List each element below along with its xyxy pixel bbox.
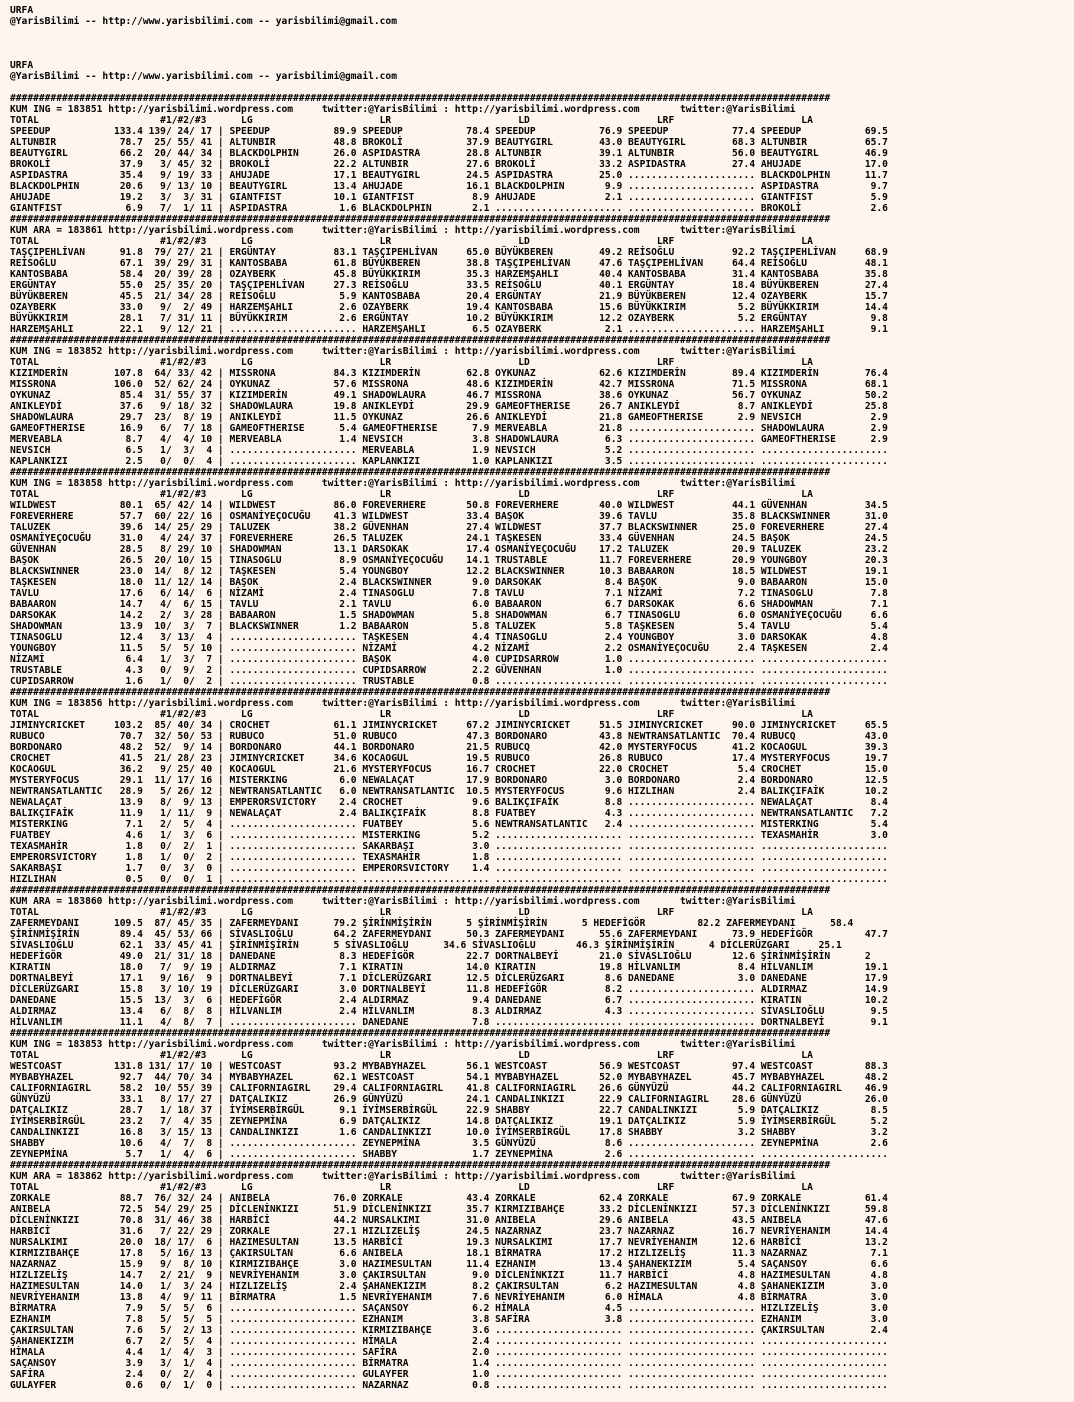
text-line: EZHANIM 7.8 5/ 5/ 5 | ...................... EZHANIM 3.8 SAFİRA 3.8 ...................... EZHANIM 3.0 [10, 1314, 888, 1325]
text-line: ALTUNBIR 78.7 25/ 55/ 41 | ALTUNBIR 48.8 BROKOLİ 37.9 BEAUTYGIRL 43.0 BEAUTYGIRL 68.3 ALTUNBIR 65.7 [10, 137, 888, 148]
text-line: NEWTRANSATLANTIC 28.9 5/ 26/ 12 | NEWTRANSATLANTIC 6.0 NEWTRANSATLANTIC 10.5 MYSTERYFOCUS 9.6 HIZLIHAN 2.4 BALIKÇIFAİK 10.2 [10, 786, 888, 797]
text-line: HİMALA 4.4 1/ 4/ 3 | ...................... SAFİRA 2.0 ...................... ...................... ...................... [10, 1347, 888, 1358]
text-line: TALUZEK 39.6 14/ 25/ 29 | TALUZEK 38.2 GÜVENHAN 27.4 WILDWEST 37.7 BLACKSWINNER 25.0 FOREVERHERE 27.4 [10, 522, 888, 533]
text-line: NURSALKIMI 20.0 18/ 17/ 6 | HAZIMESULTAN 13.5 HARBİCİ 19.3 NURSALKIMI 17.7 NEVRİYEHANIM 12.6 HARBİCİ 13.2 [10, 1237, 888, 1248]
text-line: TOTAL #1/#2/#3 LG LR LD LRF LA [10, 357, 813, 368]
text-line: NEVSICH 6.5 1/ 3/ 4 | ...................... MERVEABLA 1.9 NEVSICH 5.2 ...................... ...................... [10, 445, 888, 456]
text-line: KUM ARA = 183860 http://yarisbilimi.wordpress.com twitter:@YarisBilimi : http://yarisbilimi.wordpress.com twitter:@YarisBilimi [10, 896, 796, 907]
text-line: DATÇALIKIZ 28.7 1/ 18/ 37 | İYİMSERBİRGÜL 9.1 İYİMSERBİRGÜL 22.9 SHABBY 22.7 CANDALINKIZI 5.9 DATÇALIKIZ 8.5 [10, 1105, 888, 1116]
text-line: EMPERORSVICTORY 1.8 1/ 0/ 2 | ...................... TEXASMAHİR 1.8 ...................... ...................... ...................... [10, 852, 888, 863]
text-line: TOTAL #1/#2/#3 LG LR LD LRF LA [10, 236, 813, 247]
text-line: REİSOĞLU 67.1 39/ 29/ 31 | KANTOSBABA 61.8 BÜYÜKBEREN 38.8 TAŞÇIPEHLİVAN 47.6 TAŞÇIPEHLİVAN 64.4 REİSOĞLU 48.1 [10, 258, 888, 269]
text-line: NEWALAÇAT 13.9 8/ 9/ 13 | EMPERORSVICTORY 2.4 CROCHET 9.6 BALIKÇIFAİK 8.8 ...................... NEWALAÇAT 8.4 [10, 797, 888, 808]
text-line: MYSTERYFOCUS 29.1 11/ 17/ 16 | MISTERKING 6.0 NEWALAÇAT 17.9 BORDONARO 3.0 BORDONARO 2.4 BORDONARO 12.5 [10, 775, 888, 786]
text-line: HIZLIHAN 0.5 0/ 0/ 1 | ...................... ...................... ...................... ...................... ...................... [10, 874, 888, 885]
text-line: BÜYÜKBEREN 45.5 21/ 34/ 28 | REİSOĞLU 5.9 KANTOSBABA 20.4 ERGÜNTAY 21.9 BÜYÜKBEREN 12.4 OZAYBERK 15.7 [10, 291, 888, 302]
text-line: TOTAL #1/#2/#3 LG LR LD LRF LA [10, 1182, 813, 1193]
text-line: FOREVERHERE 57.7 60/ 22/ 16 | OSMANİYEÇOCUĞU 41.3 WILDWEST 33.4 BAŞOK 39.6 TAVLU 35.8 BLACKSWINNER 31.0 [10, 511, 888, 522]
text-line: TOTAL #1/#2/#3 LG LR LD LRF LA [10, 115, 813, 126]
text-line: TOTAL #1/#2/#3 LG LR LD LRF LA [10, 1050, 813, 1061]
text-line: MISTERKING 7.1 2/ 5/ 4 | ...................... FUATBEY 5.6 NEWTRANSATLANTIC 2.4 ...................... MISTERKING 5.4 [10, 819, 888, 830]
text-line: TEXASMAHİR 1.8 0/ 2/ 1 | ...................... SAKARBAŞI 3.0 ...................... ...................... ...................... [10, 841, 888, 852]
text-line: SHADOWLAURA 29.7 23/ 8/ 19 | ANIKLEYDİ 11.5 OYKUNAZ 26.6 ANIKLEYDİ 21.8 GAMEOFTHERISE 2.9 NEVSICH 2.9 [10, 412, 888, 423]
text-line: HEDEFİGÖR 49.0 21/ 31/ 18 | DANEDANE 8.3 HEDEFİGÖR 22.7 DORTNALBEYİ 21.0 SİVASLIOĞLU 12.6 ŞİRİNMİŞİRİN 2 [10, 951, 871, 962]
text-line: ZEYNEPMİNA 5.7 1/ 4/ 6 | ...................... SHABBY 1.7 ZEYNEPMİNA 2.6 ...................... ...................... [10, 1149, 888, 1160]
text-line: ASPIDASTRA 35.4 9/ 19/ 33 | AHUJADE 17.1 BEAUTYGIRL 24.5 ASPIDASTRA 25.0 ...................... BLACKDOLPHIN 11.7 [10, 170, 888, 181]
text-line: DARSOKAK 14.2 2/ 3/ 28 | BABAARON 1.5 SHADOWMAN 5.8 SHADOWMAN 6.7 TINASOGLU 6.0 OSMANİYEÇOCUĞU 6.6 [10, 610, 888, 621]
text-line: ŞAHANEKIZIM 6.7 2/ 5/ 4 | ...................... HİMALA 2.4 ...................... ...................... ...................... [10, 1336, 888, 1347]
text-line: URFA [10, 60, 34, 71]
text-line: WILDWEST 80.1 65/ 42/ 14 | WILDWEST 86.0 FOREVERHERE 50.8 FOREVERHERE 40.0 WILDWEST 44.1 GÜVENHAN 34.5 [10, 500, 888, 511]
text-line: @YarisBilimi -- http://www.yarisbilimi.com -- yarisbilimi@gmail.com [10, 16, 397, 27]
text-line: KIRMIZIBAHÇE 17.8 5/ 16/ 13 | ÇAKIRSULTAN 6.6 ANIBELA 18.1 BİRMATRA 17.2 HIZLIZELİŞ 11.3 NAZARNAZ 7.1 [10, 1248, 888, 1259]
text-line: GÜNYÜZÜ 33.1 8/ 17/ 27 | DATÇALIKIZ 26.9 GÜNYÜZÜ 24.1 CANDALINKIZI 22.9 CALIFORNIAGIRL 28.6 GÜNYÜZÜ 26.0 [10, 1094, 888, 1105]
text-line: BLACKSWINNER 23.0 14/ 8/ 12 | TAŞKESEN 5.4 YOUNGBOY 12.2 BLACKSWINNER 10.3 BABAARON 18.5 WILDWEST 19.1 [10, 566, 888, 577]
text-line: OSMANİYEÇOCUĞU 31.0 4/ 24/ 37 | FOREVERHERE 26.5 TALUZEK 24.1 TAŞKESEN 33.4 GÜVENHAN 24.5 BAŞOK 24.5 [10, 533, 888, 544]
text-line: OYKUNAZ 85.4 31/ 55/ 37 | KIZIMDERİN 49.1 SHADOWLAURA 46.7 MISSRONA 38.6 OYKUNAZ 56.7 OYKUNAZ 50.2 [10, 390, 888, 401]
text-line: DİCLENİNKIZI 70.8 31/ 46/ 38 | HARBİCİ 44.2 NURSALKIMI 31.0 ANIBELA 29.6 ANIBELA 43.5 ANIBELA 47.6 [10, 1215, 888, 1226]
text-line: ############################################################################################################################################## [10, 214, 831, 225]
text-line: KUM ING = 183851 http://yarisbilimi.wordpress.com twitter:@YarisBilimi : http://yarisbilimi.wordpress.com twitter:@YarisBilimi [10, 104, 796, 115]
text-line: MYBABYHAZEL 92.7 44/ 70/ 34 | MYBABYHAZEL 62.1 WESTCOAST 54.1 MYBABYHAZEL 52.0 MYBABYHAZEL 45.7 MYBABYHAZEL 48.2 [10, 1072, 888, 1083]
text-line: SHADOWMAN 13.9 10/ 3/ 7 | BLACKSWINNER 1.2 BABAARON 5.8 TALUZEK 5.8 TAŞKESEN 5.4 TAVLU 5.4 [10, 621, 888, 632]
text-line: CROCHET 41.5 21/ 28/ 23 | JIMINYCRICKET 34.6 KOCAOGUL 19.5 RUBUCO 26.8 RUBUCO 17.4 MYSTERYFOCUS 19.7 [10, 753, 888, 764]
text-line: BALIKÇIFAİK 11.9 1/ 11/ 9 | NEWALAÇAT 2.4 BALIKÇIFAİK 8.8 FUATBEY 4.3 ...................... NEWTRANSATLANTIC 7.2 [10, 808, 888, 819]
text-line: ############################################################################################################################################## [10, 335, 831, 346]
text-line: ANIBELA 72.5 54/ 29/ 25 | DİCLENİNKIZI 51.9 DİCLENİNKIZI 35.7 KIRMIZIBAHÇE 33.2 DİCLENİNKIZI 57.3 DİCLENİNKIZI 59.8 [10, 1204, 888, 1215]
text-line: MISSRONA 106.0 52/ 62/ 24 | OYKUNAZ 57.6 MISSRONA 48.6 KIZIMDERİN 42.7 MISSRONA 71.5 MISSRONA 68.1 [10, 379, 888, 390]
text-line: @YarisBilimi -- http://www.yarisbilimi.com -- yarisbilimi@gmail.com [10, 71, 397, 82]
text-line: BLACKDOLPHIN 20.6 9/ 13/ 10 | BEAUTYGIRL 13.4 AHUJADE 16.1 BLACKDOLPHIN 9.9 ...................... ASPIDASTRA 9.7 [10, 181, 888, 192]
text-line: BAŞOK 26.5 20/ 10/ 15 | TINASOGLU 8.9 OSMANİYEÇOCUĞU 14.1 TRUSTABLE 11.7 FOREVERHERE 20.9 YOUNGBOY 20.3 [10, 555, 888, 566]
text-line: ZORKALE 88.7 76/ 32/ 24 | ANIBELA 76.0 ZORKALE 43.4 ZORKALE 62.4 ZORKALE 67.9 ZORKALE 61.4 [10, 1193, 888, 1204]
text-line: ALDIRMAZ 13.4 6/ 8/ 8 | HİLVANLIM 2.4 HİLVANLIM 8.3 ALDIRMAZ 4.3 ...................... SİVASLIOĞLU 9.5 [10, 1006, 888, 1017]
text-line: ZAFERMEYDANI 109.5 87/ 45/ 35 | ZAFERMEYDANI 79.2 ŞİRİNMİŞİRİN 5 ŞİRİNMİŞİRİN 5 HEDEFİGÖR 82.2 ZAFERMEYDANI 58.4 [10, 918, 854, 929]
text-line: GAMEOFTHERISE 16.9 6/ 7/ 18 | GAMEOFTHERISE 5.4 GAMEOFTHERISE 7.9 MERVEABLA 21.8 ...................... SHADOWLAURA 2.9 [10, 423, 888, 434]
text-line: ############################################################################################################################################## [10, 93, 831, 104]
text-line [10, 82, 1074, 93]
text-line: CALIFORNIAGIRL 58.2 10/ 55/ 39 | CALIFORNIAGIRL 29.4 CALIFORNIAGIRL 41.8 CALIFORNIAGIRL 26.6 GÜNYÜZÜ 44.2 CALIFORNIAGIRL 46.9 [10, 1083, 888, 1094]
text-line: HAZIMESULTAN 14.0 1/ 3/ 24 | HIZLIZELİŞ 2.4 ŞAHANEKIZIM 8.2 ÇAKIRSULTAN 6.2 HAZIMESULTAN 4.8 ŞAHANEKIZIM 3.0 [10, 1281, 888, 1292]
text-line: KUM ING = 183853 http://yarisbilimi.wordpress.com twitter:@YarisBilimi : http://yarisbilimi.wordpress.com twitter:@YarisBilimi [10, 1039, 796, 1050]
text-line: HIZLIZELİŞ 14.7 2/ 21/ 9 | NEVRİYEHANIM 3.0 ÇAKIRSULTAN 9.0 DİCLENİNKIZI 11.7 HARBİCİ 4.8 HAZIMESULTAN 4.8 [10, 1270, 888, 1281]
text-line: BORDONARO 48.2 52/ 9/ 14 | BORDONARO 44.1 BORDONARO 21.5 RUBUCQ 42.0 MYSTERYFOCUS 41.2 KOCAOGUL 39.3 [10, 742, 888, 753]
text-line: MERVEABLA 8.7 4/ 4/ 10 | MERVEABLA 1.4 NEVSICH 3.8 SHADOWLAURA 6.3 ...................... GAMEOFTHERISE 2.9 [10, 434, 888, 445]
text-line: KUM ARA = 183861 http://yarisbilimi.wordpress.com twitter:@YarisBilimi : http://yarisbilimi.wordpress.com twitter:@YarisBilimi [10, 225, 796, 236]
text-line: TOTAL #1/#2/#3 LG LR LD LRF LA [10, 709, 813, 720]
text-line: ############################################################################################################################################## [10, 1160, 831, 1171]
text-line: ANIKLEYDİ 37.6 9/ 18/ 32 | SHADOWLAURA 19.8 ANIKLEYDİ 29.9 GAMEOFTHERISE 26.7 ANIKLEYDİ 8.7 ANIKLEYDİ 25.8 [10, 401, 888, 412]
text-line: NİZAMİ 6.4 1/ 3/ 7 | ...................... BAŞOK 4.0 CUPIDSARROW 1.0 ...................... ...................... [10, 654, 888, 665]
text-line: TAVLU 17.6 6/ 14/ 6 | NİZAMİ 2.4 TINASOGLU 7.8 TAVLU 7.1 NİZAMİ 7.2 TINASOGLU 7.8 [10, 588, 888, 599]
text-line: BİRMATRA 7.9 5/ 5/ 6 | ...................... SAÇANSOY 6.2 HİMALA 4.5 ...................... HIZLIZELİŞ 3.0 [10, 1303, 888, 1314]
text-line: SHABBY 10.6 4/ 7/ 8 | ...................... ZEYNEPMİNA 3.5 GÜNYÜZÜ 8.6 ...................... ZEYNEPMİNA 2.6 [10, 1138, 888, 1149]
text-line: KOCAOGUL 36.2 9/ 25/ 40 | KOCAOGUL 21.6 MYSTERYFOCUS 16.7 CROCHET 22.0 CROCHET 5.4 CROCHET 15.0 [10, 764, 888, 775]
text-line: GIANTFIST 6.9 7/ 1/ 11 | ASPIDASTRA 1.6 BLACKDOLPHIN 2.1 ...................... ...................... BROKOLİ 2.6 [10, 203, 888, 214]
text-line: KUM ING = 183858 http://yarisbilimi.wordpress.com twitter:@YarisBilimi : http://yarisbilimi.wordpress.com twitter:@YarisBilimi [10, 478, 796, 489]
text-line: GULAYFER 0.6 0/ 1/ 0 | ...................... NAZARNAZ 0.8 ...................... ...................... ...................... [10, 1380, 888, 1391]
text-line: BABAARON 14.7 4/ 6/ 15 | TAVLU 2.1 TAVLU 6.0 BABAARON 6.7 DARSOKAK 6.6 SHADOWMAN 7.1 [10, 599, 888, 610]
text-line: CUPIDSARROW 1.6 1/ 0/ 2 | ...................... TRUSTABLE 0.8 ...................... ...................... ...................... [10, 676, 888, 687]
text-line: AHUJADE 19.2 3/ 3/ 31 | GIANTFIST 10.1 GIANTFIST 8.9 AHUJADE 2.1 ...................... GIANTFIST 5.9 [10, 192, 888, 203]
text-line: SAKARBAŞI 1.7 0/ 3/ 0 | ...................... EMPERORSVICTORY 1.4 ...................... ...................... ...................... [10, 863, 888, 874]
text-line: İYİMSERBİRGÜL 23.2 7/ 4/ 35 | ZEYNEPMİNA 6.9 DATÇALIKIZ 14.8 DATÇALIKIZ 19.1 DATÇALIKIZ 5.9 İYİMSERBİRGÜL 5.2 [10, 1116, 888, 1127]
text-line: WESTCOAST 131.8 131/ 17/ 10 | WESTCOAST 93.2 MYBABYHAZEL 56.1 WESTCOAST 56.9 WESTCOAST 97.4 WESTCOAST 88.3 [10, 1061, 888, 1072]
text-line: BROKOLİ 37.9 3/ 45/ 32 | BROKOLİ 22.2 ALTUNBIR 27.6 BROKOLİ 33.2 ASPIDASTRA 27.4 AHUJADE 17.0 [10, 159, 888, 170]
text-line: DANEDANE 15.5 13/ 3/ 6 | HEDEFİGÖR 2.4 ALDIRMAZ 9.4 DANEDANE 6.7 ...................... KIRATIN 10.2 [10, 995, 888, 1006]
text-line: KUM ING = 183852 http://yarisbilimi.wordpress.com twitter:@YarisBilimi : http://yarisbilimi.wordpress.com twitter:@YarisBilimi [10, 346, 796, 357]
text-line: CANDALINKIZI 16.8 3/ 15/ 13 | CANDALINKIZI 1.6 CANDALINKIZI 10.0 İYİMSERBİRGÜL 17.8 SHABBY 3.2 SHABBY 3.2 [10, 1127, 888, 1138]
text-line: SİVASLIOĞLU 62.1 33/ 45/ 41 | ŞİRİNMİŞİRİN 5 SİVASLIOĞLU 34.6 SİVASLIOĞLU 46.3 ŞİRİNMİŞİRİN 4 DİCLERÜZGARI 25.1 [10, 940, 842, 951]
text-line: ############################################################################################################################################## [10, 687, 831, 698]
text-line: SAFİRA 2.4 0/ 2/ 4 | ...................... GULAYFER 1.0 ...................... ...................... ...................... [10, 1369, 888, 1380]
text-line: NAZARNAZ 15.9 9/ 8/ 10 | KIRMIZIBAHÇE 3.0 HAZIMESULTAN 11.4 EZHANIM 13.4 ŞAHANEKIZIM 5.4 SAÇANSOY 6.6 [10, 1259, 888, 1270]
text-line: TOTAL #1/#2/#3 LG LR LD LRF LA [10, 907, 813, 918]
text-line: KUM ING = 183856 http://yarisbilimi.wordpress.com twitter:@YarisBilimi : http://yarisbilimi.wordpress.com twitter:@YarisBilimi [10, 698, 796, 709]
text-line [10, 38, 1074, 49]
text-line: ERGÜNTAY 55.0 25/ 35/ 20 | TAŞÇIPEHLİVAN 27.3 REİSOĞLU 33.5 REİSOĞLU 40.1 ERGÜNTAY 18.4 BÜYÜKBEREN 27.4 [10, 280, 888, 291]
text-line: TOTAL #1/#2/#3 LG LR LD LRF LA [10, 489, 813, 500]
text-line: YOUNGBOY 11.5 5/ 5/ 10 | ...................... NİZAMİ 4.2 NİZAMİ 2.2 OSMANİYEÇOCUĞU 2.4 TAŞKESEN 2.4 [10, 643, 888, 654]
text-line: HARBİCİ 31.6 7/ 22/ 29 | ZORKALE 27.1 HIZLIZELİŞ 24.5 NAZARNAZ 23.7 NAZARNAZ 16.7 NEVRİYEHANIM 14.4 [10, 1226, 888, 1237]
text-line: RUBUCO 70.7 32/ 50/ 53 | RUBUCO 51.0 RUBUCO 47.3 BORDONARO 43.8 NEWTRANSATLANTIC 70.4 RUBUCQ 43.0 [10, 731, 888, 742]
text-line: TINASOGLU 12.4 3/ 13/ 4 | ...................... TAŞKESEN 4.4 TINASOGLU 2.4 YOUNGBOY 3.0 DARSOKAK 4.8 [10, 632, 888, 643]
text-line: KIRATIN 18.0 7/ 9/ 19 | ALDIRMAZ 7.1 KIRATIN 14.0 KIRATIN 19.8 HİLVANLIM 8.4 HİLVANLIM 19.1 [10, 962, 888, 973]
text-line [10, 49, 1074, 60]
text-line: SAÇANSOY 3.9 3/ 1/ 4 | ...................... BİRMATRA 1.4 ...................... ...................... ...................... [10, 1358, 888, 1369]
text-line: DİCLERÜZGARI 15.8 3/ 10/ 19 | DİCLERÜZGARI 3.0 DORTNALBEYİ 11.8 HEDEFİGÖR 8.2 ...................... ALDIRMAZ 14.9 [10, 984, 888, 995]
text-line: NEVRİYEHANIM 13.8 4/ 9/ 11 | BİRMATRA 1.5 NEVRİYEHANIM 7.6 NEVRİYEHANIM 6.0 HİMALA 4.8 BİRMATRA 3.0 [10, 1292, 888, 1303]
text-line: SPEEDUP 133.4 139/ 24/ 17 | SPEEDUP 89.9 SPEEDUP 78.4 SPEEDUP 76.9 SPEEDUP 77.4 SPEEDUP 69.5 [10, 126, 888, 137]
text-line: TAŞKESEN 18.0 11/ 12/ 14 | BAŞOK 2.4 BLACKSWINNER 9.0 DARSOKAK 8.4 BAŞOK 9.0 BABAARON 15.0 [10, 577, 888, 588]
text-line: BÜYÜKKIRIM 28.1 7/ 31/ 11 | BÜYÜKKIRIM 2.6 ERGÜNTAY 10.2 BÜYÜKKIRIM 12.2 OZAYBERK 5.2 ERGÜNTAY 9.8 [10, 313, 888, 324]
text-line: BEAUTYGIRL 66.2 20/ 44/ 34 | BLACKDOLPHIN 26.0 ASPIDASTRA 28.8 ALTUNBIR 39.1 ALTUNBIR 56.0 BEAUTYGIRL 46.9 [10, 148, 888, 159]
text-line: KAPLANKIZI 2.5 0/ 0/ 4 | ...................... KAPLANKIZI 1.0 KAPLANKIZI 3.5 ...................... ...................... [10, 456, 888, 467]
text-line: HARZEMŞAHLI 22.1 9/ 12/ 21 | ...................... HARZEMŞAHLI 6.5 OZAYBERK 2.1 ...................... HARZEMŞAHLI 9.1 [10, 324, 888, 335]
text-line: ŞİRİNMİŞİRİN 89.4 45/ 53/ 66 | SİVASLIOĞLU 64.2 ZAFERMEYDANI 50.3 ZAFERMEYDANI 55.6 ZAFERMEYDANI 73.9 HEDEFİGÖR 47.7 [10, 929, 888, 940]
text-line: HİLVANLIM 11.1 4/ 8/ 7 | ...................... DANEDANE 7.8 ...................... ...................... DORTNALBEYİ 9.1 [10, 1017, 888, 1028]
text-line: DORTNALBEYİ 17.1 9/ 16/ 9 | DORTNALBEYİ 7.1 DİCLERÜZGARI 12.5 DİCLERÜZGARI 8.6 DANEDANE 3.0 DANEDANE 17.9 [10, 973, 888, 984]
text-line: ############################################################################################################################################## [10, 1028, 831, 1039]
text-line: FUATBEY 4.6 1/ 3/ 6 | ...................... MISTERKING 5.2 ...................... ...................... TEXASMAHİR 3.0 [10, 830, 888, 841]
text-line: ############################################################################################################################################## [10, 885, 831, 896]
text-line: ÇAKIRSULTAN 7.6 5/ 2/ 13 | ...................... KIRMIZIBAHÇE 3.6 ...................... ...................... ÇAKIRSULTAN 2.4 [10, 1325, 888, 1336]
text-line: ############################################################################################################################################## [10, 467, 831, 478]
text-line: OZAYBERK 33.0 9/ 2/ 49 | HARZEMŞAHLI 2.6 OZAYBERK 19.4 KANTOSBABA 15.6 BÜYÜKKIRIM 5.2 BÜYÜKKIRIM 14.4 [10, 302, 888, 313]
text-line: URFA [10, 5, 34, 16]
text-line: TRUSTABLE 4.3 0/ 9/ 2 | ...................... CUPIDSARROW 2.2 GÜVENHAN 1.0 ...................... ...................... [10, 665, 888, 676]
text-line: KANTOSBABA 58.4 20/ 39/ 28 | OZAYBERK 45.8 BÜYÜKKIRIM 35.3 HARZEMŞAHLI 40.4 KANTOSBABA 31.4 KANTOSBABA 35.8 [10, 269, 888, 280]
text-line: KUM ARA = 183862 http://yarisbilimi.wordpress.com twitter:@YarisBilimi : http://yarisbilimi.wordpress.com twitter:@YarisBilimi [10, 1171, 796, 1182]
text-line [10, 27, 1074, 38]
text-line: KIZIMDERİN 107.8 64/ 33/ 42 | MISSRONA 84.3 KIZIMDERİN 62.8 OYKUNAZ 62.6 KIZIMDERİN 89.4 KIZIMDERİN 76.4 [10, 368, 888, 379]
text-line: TAŞÇIPEHLİVAN 91.8 79/ 27/ 21 | ERGÜNTAY 83.1 TAŞÇIPEHLİVAN 65.0 BÜYÜKBEREN 49.2 REİSOĞLU 92.2 TAŞÇIPEHLİVAN 68.9 [10, 247, 888, 258]
text-line: GÜVENHAN 28.5 8/ 29/ 10 | SHADOWMAN 13.1 DARSOKAK 17.4 OSMANİYEÇOCUĞU 17.2 TALUZEK 20.9 TALUZEK 23.2 [10, 544, 888, 555]
text-line: JIMINYCRICKET 103.2 85/ 40/ 34 | CROCHET 61.1 JIMINYCRICKET 67.2 JIMINYCRICKET 51.5 JIMINYCRICKET 90.0 JIMINYCRICKET 65.5 [10, 720, 888, 731]
